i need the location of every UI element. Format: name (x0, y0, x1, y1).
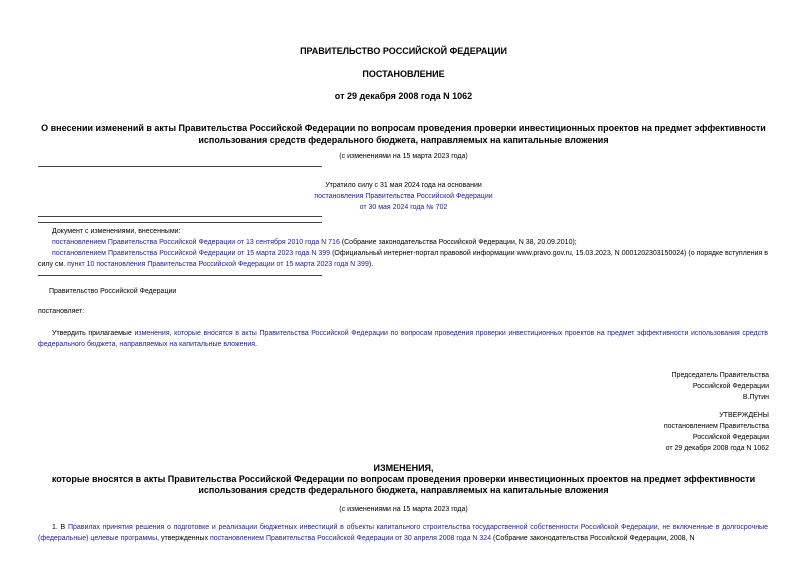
approve-end: . (255, 341, 258, 348)
changes-title: ИЗМЕНЕНИЯ, (373, 463, 434, 473)
approve-text: Утвердить прилагаемые (52, 330, 135, 337)
decree-324-link[interactable]: постановлением Правительства Российской Федерации от 30 апреля 2008 года N 324 (210, 535, 492, 542)
amendment-1-source: (Собрание законодательства Российской Федерации, N 38, 20.09.2010); (339, 239, 577, 246)
amendment-item-2 (38, 248, 768, 270)
document-title-line-1: О внесении изменений в акты Правительства Российской Федерации по вопросам проведения проверки инвестиционных проектов на предмет эффективности (41, 123, 766, 133)
amendments-intro: Документ с изменениями, внесенными: (52, 228, 181, 235)
changes-revision-note: (с изменениями на 15 марта 2023 года) (339, 506, 468, 513)
signature-position: Председатель Правительства (671, 372, 769, 379)
approved-date: от 29 декабря 2008 года N 1062 (665, 445, 769, 452)
amendments-list (38, 226, 768, 270)
approved-heading: УТВЕРЖДЕНЫ (719, 412, 769, 419)
amendment-2-effective-link[interactable]: пункт 10 постановления Правительства Российской Федерации от 15 марта 2023 года N 399 (67, 261, 369, 268)
amendment-1-link[interactable]: постановлением Правительства Российской Федерации от 13 сентября 2010 года N 716 (52, 239, 340, 246)
amendment-item-1 (38, 237, 768, 248)
signature-name: В.Путин (742, 394, 769, 401)
government-heading: ПРАВИТЕЛЬСТВО РОССИЙСКОЙ ФЕДЕРАЦИИ (300, 46, 507, 56)
revision-note: (с изменениями на 15 марта 2023 года) (339, 153, 468, 160)
approve-paragraph (38, 328, 768, 350)
paragraph-1-start: 1. В (52, 524, 68, 531)
signature-country: Российской Федерации (692, 383, 769, 390)
paragraph-1-end: (Собрание законодательства Российской Федерации, 2008, N (491, 535, 695, 542)
amendment-2-end: ). (368, 261, 374, 268)
decrees-word: постановляет: (38, 308, 85, 315)
changes-subtitle-line-1: которые вносятся в акты Правительства Российской Федерации по вопросам проведения проверки инвестиционных проектов на предмет эффективности (51, 474, 756, 484)
approved-block (664, 410, 769, 454)
document-date-number: от 29 декабря 2008 года N 1062 (334, 91, 473, 101)
expired-decree-link-date[interactable]: от 30 мая 2024 года № 702 (359, 204, 448, 211)
changes-subtitle (0, 474, 807, 496)
divider (38, 222, 322, 223)
divider (38, 275, 322, 276)
signature-block (672, 370, 769, 403)
divider (38, 216, 322, 217)
amendment-2-source: (Официальный интернет-портал правовой информации www.pravo.gov.ru, 15.03.2023, N 0001202303150024) (о порядке вступления в силу см. (38, 250, 768, 268)
document-title-line-2: использования средств федерального бюджета, направляемых на капитальные вложения (198, 135, 609, 145)
changes-paragraph-1 (38, 522, 768, 544)
paragraph-1-mid: , утвержденных (157, 535, 211, 542)
government-name: Правительство Российской Федерации (49, 288, 177, 295)
approve-changes-link[interactable]: изменения, которые вносятся в акты Правительства Российской Федерации по вопросам проведения проверки инвестиционных проектов на предмет эффективности использования средств федерального бюджета, направляемых на капитальные вложения (38, 330, 768, 348)
approved-by: постановлением Правительства (663, 423, 769, 430)
divider (38, 166, 322, 167)
document-type: ПОСТАНОВЛЕНИЕ (362, 69, 445, 79)
rules-link[interactable]: Правилах принятия решения о подготовке и реализации бюджетных инвестиций в объекты капитального строительства государственной собственности Российской Федерации, не включенные в долгосрочные (федеральные) целевые программы (38, 524, 768, 542)
expired-notice (0, 180, 807, 213)
amendment-2-link[interactable]: постановлением Правительства Российской Федерации от 15 марта 2023 года N 399 (52, 250, 331, 257)
approved-country: Российской Федерации (692, 434, 769, 441)
document-title (0, 122, 807, 146)
expired-notice-text: Утратило силу с 31 мая 2024 года на основании (325, 182, 482, 189)
expired-decree-link[interactable]: постановления Правительства Российской Федерации (314, 193, 493, 200)
changes-subtitle-line-2: использования средств федерального бюджета, направляемых на капитальные вложения (198, 485, 609, 495)
